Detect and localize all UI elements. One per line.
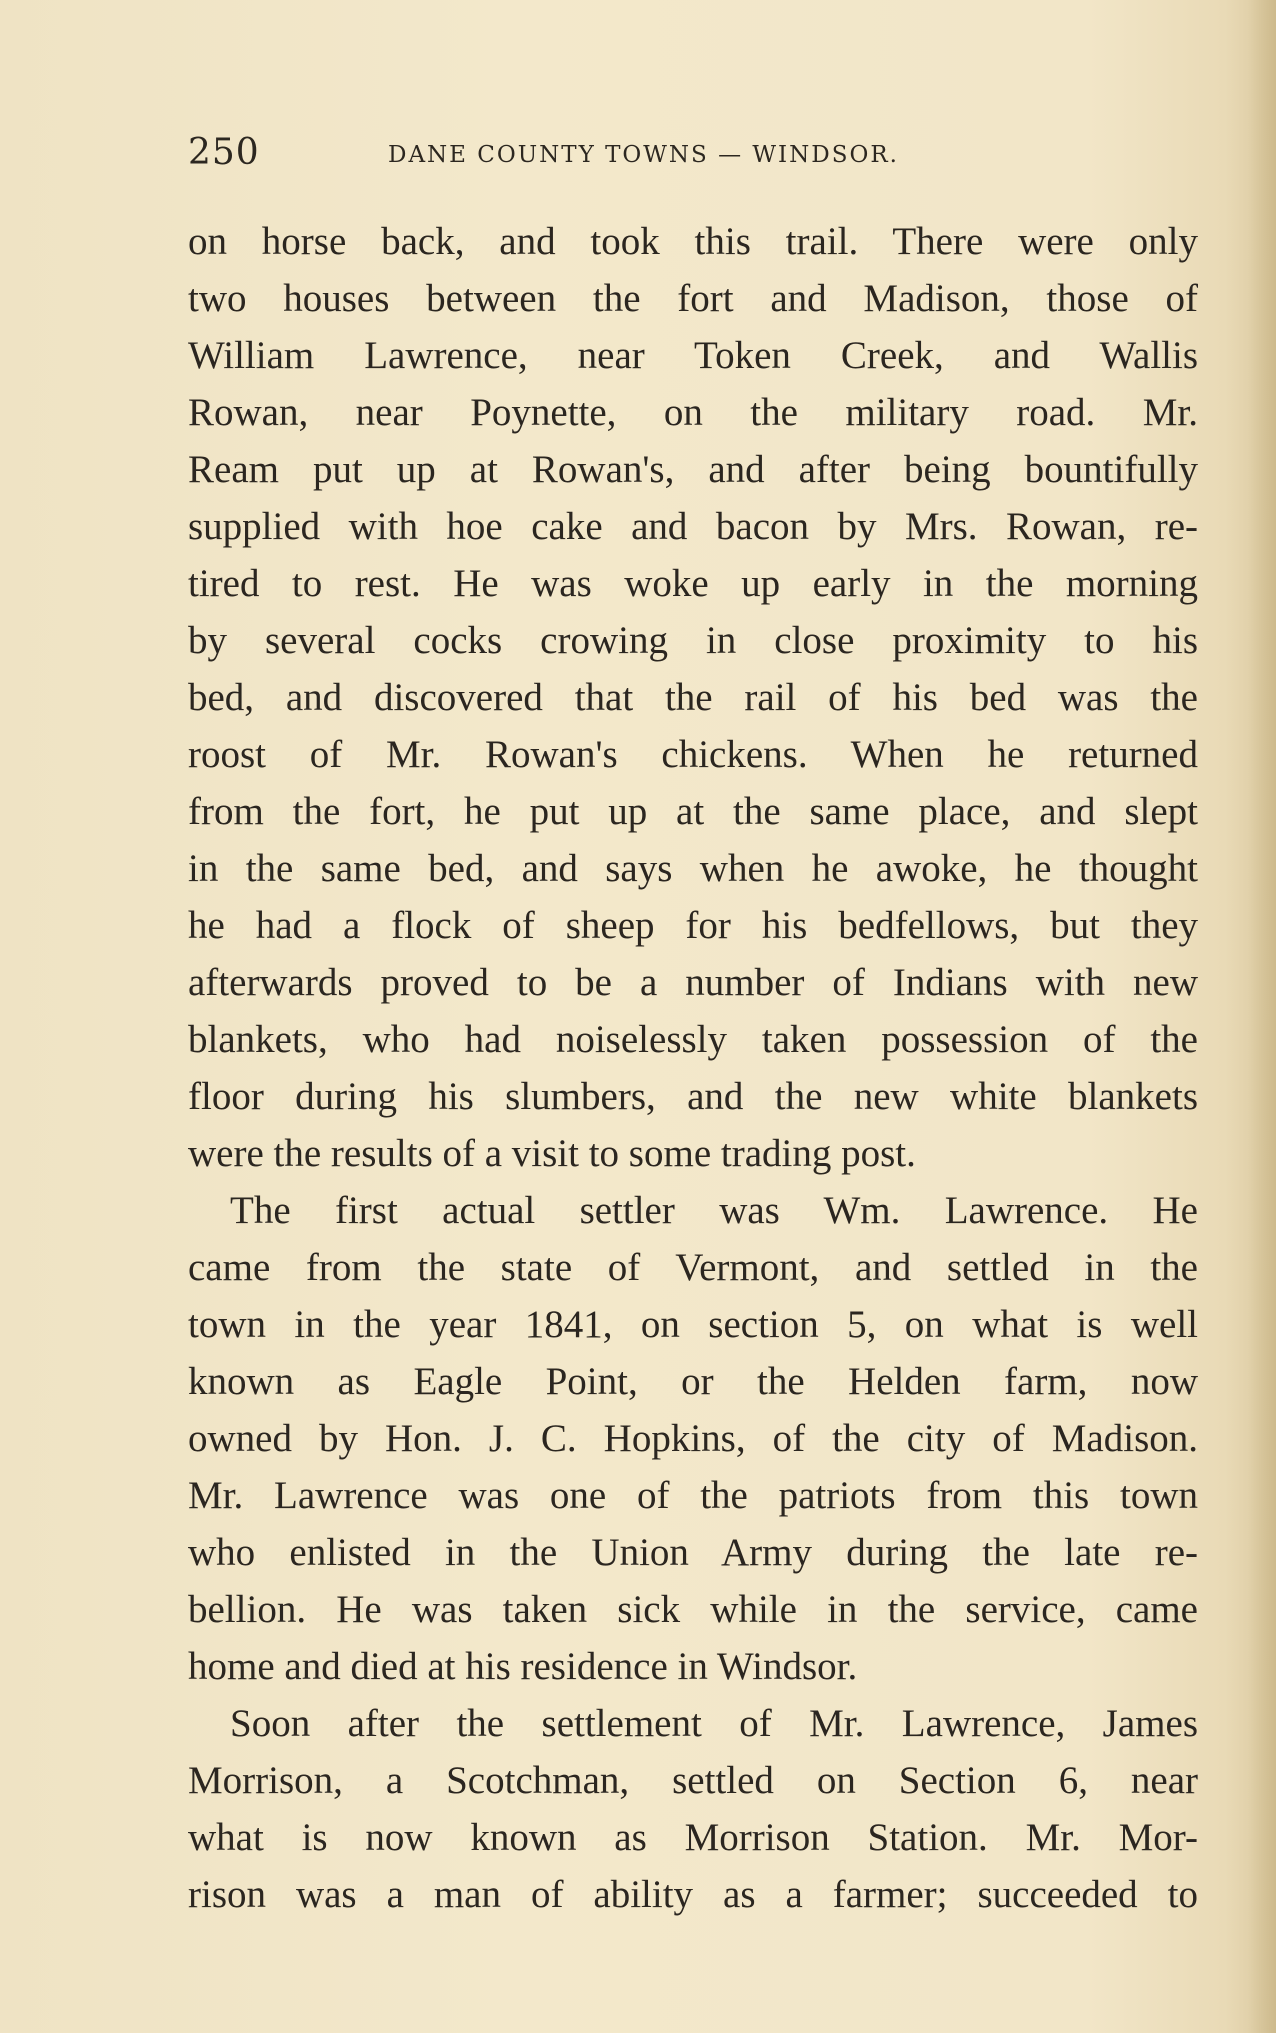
text-line: blankets, who had noiselessly taken possession of the — [188, 1018, 1198, 1061]
text-line: owned by Hon. J. C. Hopkins, of the city of Madison. — [188, 1417, 1198, 1460]
text-line: rison was a man of ability as a farmer; succeeded to — [188, 1873, 1198, 1916]
text-line-paragraph-end: were the results of a visit to some trading post. — [188, 1132, 916, 1175]
running-head: DANE COUNTY TOWNS — WINDSOR. — [388, 142, 899, 168]
text-line: what is now known as Morrison Station. Mr. Mor- — [188, 1816, 1198, 1859]
text-line: supplied with hoe cake and bacon by Mrs. Rowan, re- — [188, 505, 1198, 548]
page-number: 250 — [188, 132, 260, 173]
text-line: on horse back, and took this trail. There were only — [188, 220, 1198, 263]
text-line: by several cocks crowing in close proximity to his — [188, 619, 1198, 662]
text-line: Ream put up at Rowan's, and after being bountifully — [188, 448, 1198, 491]
text-line: William Lawrence, near Token Creek, and Wallis — [188, 334, 1198, 377]
text-line: Rowan, near Poynette, on the military road. Mr. — [188, 391, 1198, 434]
text-line: tired to rest. He was woke up early in the morning — [188, 562, 1198, 605]
text-line-paragraph-end: home and died at his residence in Windsor. — [188, 1645, 858, 1688]
page-header — [188, 132, 998, 182]
text-line: bed, and discovered that the rail of his bed was the — [188, 676, 1198, 719]
text-line: came from the state of Vermont, and settled in the — [188, 1246, 1198, 1289]
text-line: who enlisted in the Union Army during the late re- — [188, 1531, 1198, 1574]
text-line-paragraph-start: The first actual settler was Wm. Lawrence. He — [230, 1189, 1198, 1232]
text-line: he had a flock of sheep for his bedfellows, but they — [188, 904, 1198, 947]
page-edge-shadow — [1248, 0, 1276, 2033]
text-line: afterwards proved to be a number of Indians with new — [188, 961, 1198, 1004]
text-line: two houses between the fort and Madison, those of — [188, 277, 1198, 320]
text-line: bellion. He was taken sick while in the service, came — [188, 1588, 1198, 1631]
text-line-paragraph-start: Soon after the settlement of Mr. Lawrence, James — [230, 1702, 1198, 1745]
text-line: Mr. Lawrence was one of the patriots from this town — [188, 1474, 1198, 1517]
text-line: floor during his slumbers, and the new white blankets — [188, 1075, 1198, 1118]
body-text — [188, 213, 1198, 1923]
text-line: in the same bed, and says when he awoke, he thought — [188, 847, 1198, 890]
text-line: roost of Mr. Rowan's chickens. When he returned — [188, 733, 1198, 776]
text-line: known as Eagle Point, or the Helden farm, now — [188, 1360, 1198, 1403]
text-line: town in the year 1841, on section 5, on what is well — [188, 1303, 1198, 1346]
text-line: from the fort, he put up at the same place, and slept — [188, 790, 1198, 833]
text-line: Morrison, a Scotchman, settled on Section 6, near — [188, 1759, 1198, 1802]
